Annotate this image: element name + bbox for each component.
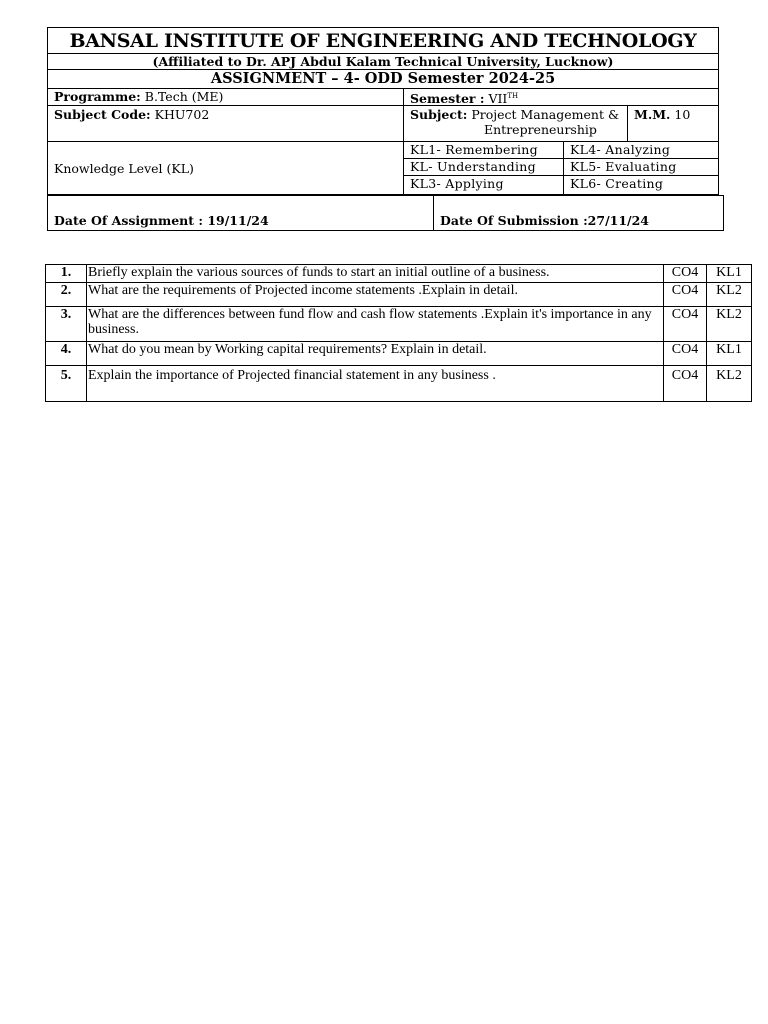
programme-row [48, 89, 718, 106]
table-row [46, 342, 752, 366]
institute-title: BANSAL INSTITUTE OF ENGINEERING AND TECHNOLOGY [48, 28, 718, 54]
knowledge-level: KL1 [707, 342, 752, 366]
course-outcome: CO4 [664, 283, 707, 307]
table-row [46, 366, 752, 402]
table-row [46, 307, 752, 342]
semester-value: VII [488, 91, 508, 107]
question-text: Explain the importance of Projected financial statement in any business . [87, 366, 664, 402]
question-number: 4. [46, 342, 87, 366]
course-outcome: CO4 [664, 366, 707, 402]
max-marks-value: 10 [674, 107, 691, 122]
programme-cell [48, 89, 404, 106]
question-text: What are the requirements of Projected income statements .Explain in detail. [87, 283, 664, 307]
kl-item: KL- Understanding [404, 159, 563, 176]
table-row [46, 283, 752, 307]
programme-label: Programme: [54, 89, 141, 104]
question-number: 5. [46, 366, 87, 402]
knowledge-level: KL2 [707, 366, 752, 402]
question-number: 2. [46, 283, 87, 307]
kl-column-left [404, 142, 564, 194]
knowledge-level: KL1 [707, 265, 752, 283]
knowledge-level: KL2 [707, 307, 752, 342]
subject-row [48, 106, 718, 142]
semester-cell [404, 89, 718, 106]
subject-code-label: Subject Code: [54, 107, 151, 122]
affiliation-line: (Affiliated to Dr. APJ Abdul Kalam Technical University, Lucknow) [48, 54, 718, 70]
knowledge-level: KL2 [707, 283, 752, 307]
course-outcome: CO4 [664, 307, 707, 342]
course-outcome: CO4 [664, 265, 707, 283]
dates-row [47, 195, 724, 231]
max-marks-label: M.M. [634, 107, 671, 122]
max-marks-cell [628, 106, 718, 141]
kl-column-right [564, 142, 718, 194]
kl-item: KL3- Applying [410, 176, 504, 191]
subject-value-line2: Entrepreneurship [484, 122, 597, 137]
table-row [46, 265, 752, 283]
semester-suffix: TH [507, 92, 519, 100]
course-outcome: CO4 [664, 342, 707, 366]
question-number: 3. [46, 307, 87, 342]
subject-code-cell [48, 106, 404, 141]
kl-item: KL1- Remembering [404, 142, 563, 159]
question-number: 1. [46, 265, 87, 283]
assignment-title: ASSIGNMENT – 4- ODD Semester 2024-25 [48, 70, 718, 89]
semester-label: Semester : [410, 91, 485, 107]
kl-item: KL6- Creating [570, 176, 664, 191]
question-text: What are the differences between fund flow and cash flow statements .Explain it's importance in any business. [87, 307, 664, 342]
kl-item: KL4- Analyzing [564, 142, 718, 159]
questions-table [45, 264, 752, 402]
knowledge-level-row [48, 142, 718, 194]
header-table [47, 27, 719, 195]
question-text: Briefly explain the various sources of funds to start an initial outline of a business. [87, 265, 664, 283]
question-text: What do you mean by Working capital requirements? Explain in detail. [87, 342, 664, 366]
subject-cell [404, 106, 628, 141]
subject-code-value: KHU702 [154, 107, 210, 122]
subject-label: Subject: [410, 107, 468, 122]
knowledge-level-label: Knowledge Level (KL) [48, 142, 404, 194]
programme-value: B.Tech (ME) [144, 89, 224, 104]
subject-value-line1: Project Management & [471, 107, 620, 122]
date-of-submission: Date Of Submission :27/11/24 [440, 213, 649, 228]
kl-item: KL5- Evaluating [564, 159, 718, 176]
date-of-assignment: Date Of Assignment : 19/11/24 [48, 196, 434, 230]
